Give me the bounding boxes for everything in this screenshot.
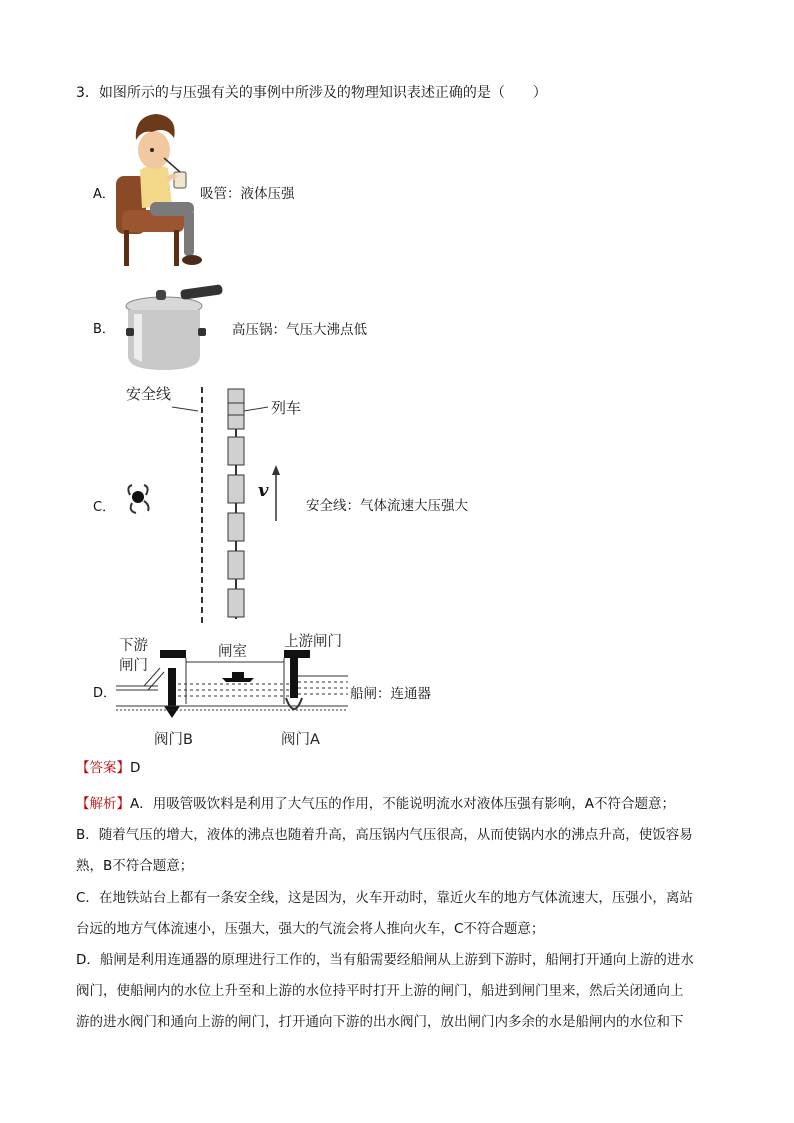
velocity-symbol: v [258, 480, 269, 501]
analysis-line-8: 游的进水阀门和通向上游的闸门，打开通向下游的出水阀门，放出闸门内多余的水是船闸内的水位和下 [76, 1014, 684, 1030]
option-c-text: 安全线：气体流速大压强大 [306, 498, 468, 514]
analysis-line-4: C．在地铁站台上都有一条安全线，这是因为，火车开动时，靠近火车的地方气体流速大，压强小，离站 [76, 890, 693, 906]
option-c-letter: C． [93, 500, 116, 515]
downstream-gate-label-1: 下游 [119, 638, 148, 654]
valve-a-label: 阀门A [281, 732, 320, 748]
train-platform-diagram [110, 385, 310, 625]
option-d-text: 船闸：连通器 [350, 686, 431, 702]
analysis-text: A．用吸管吸饮料是利用了大气压的作用，不能说明流水对液体压强有影响，A不符合题意； [130, 796, 675, 812]
pressure-cooker-icon [120, 284, 226, 374]
analysis-line-3: 熟，B不符合题意； [76, 858, 194, 874]
lock-chamber-label: 闸室 [218, 644, 247, 660]
option-b-letter: B． [93, 322, 115, 337]
valve-b-label: 阀门B [154, 732, 193, 748]
analysis-tag: 【解析】 [76, 796, 130, 812]
question-stem: 3．如图所示的与压强有关的事例中所涉及的物理知识表述正确的是（ ） [76, 85, 547, 101]
downstream-gate-label-2: 闸门 [119, 658, 148, 674]
analysis-line-2: B．随着气压的增大，液体的沸点也随着升高，高压锅内气压很高，从而使锅内水的沸点升高，使饭容易 [76, 827, 693, 843]
analysis-line-6: D．船闸是利用连通器的原理进行工作的，当有船需要经船闸从上游到下游时，船闸打开通向上游的进水 [76, 952, 694, 968]
train-label: 列车 [271, 399, 302, 417]
ship-lock-diagram [114, 648, 350, 728]
boy-drinking-straw-icon [112, 110, 202, 270]
option-d-letter: D． [93, 686, 117, 701]
safety-line-label: 安全线 [126, 385, 172, 403]
option-a-letter: A． [93, 187, 115, 202]
analysis-line-1 [76, 792, 675, 812]
upstream-gate-label: 上游闸门 [284, 634, 342, 650]
answer-value: D [130, 760, 141, 776]
answer-tag: 【答案】 [76, 760, 130, 776]
analysis-line-7: 阀门，使船闸内的水位上升至和上游的水位持平时打开上游的闸门，船进到闸门里来，然后关闭通向上 [76, 983, 684, 999]
answer-line [76, 762, 140, 776]
option-a-text: 吸管：液体压强 [200, 186, 295, 202]
analysis-line-5: 台远的地方气体流速小，压强大，强大的气流会将人推向火车，C不符合题意； [76, 921, 545, 937]
option-b-text: 高压锅：气压大沸点低 [232, 322, 367, 338]
